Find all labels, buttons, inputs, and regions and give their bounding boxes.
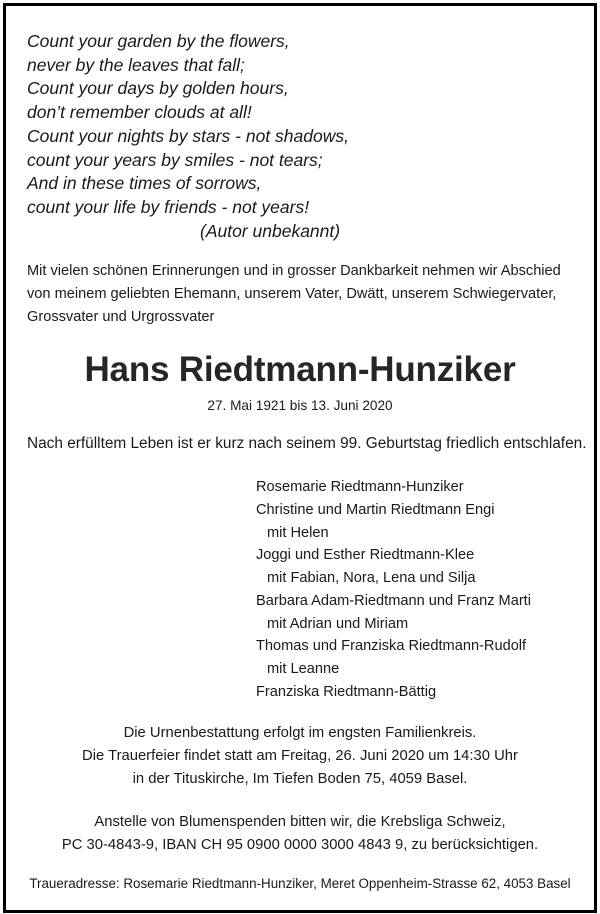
poem-line: Count your garden by the flowers, — [27, 31, 290, 51]
intro-line: von meinem geliebten Ehemann, unserem Vater, Dwätt, unserem Schwiegervater, — [27, 286, 557, 302]
ceremony-line: Die Urnenbestattung erfolgt im engsten Familienkreis. — [123, 725, 477, 741]
poem-line: And in these times of sorrows, — [27, 173, 262, 194]
poem-author: (Autor unbekannt) — [200, 220, 341, 241]
family-children: mit Adrian und Miriam — [267, 615, 409, 632]
intro-line: Mit vielen schönen Erinnerungen und in grosser Dankbarkeit nehmen wir Abschied — [27, 263, 561, 279]
family-member: Franziska Riedtmann-Bättig — [256, 683, 437, 700]
donation-line: PC 30-4843-9, IBAN CH 95 0900 0000 3000 4843 9, zu berücksichtigen. — [61, 837, 539, 854]
family-member: Joggi und Esther Riedtmann-Klee — [256, 547, 475, 564]
ceremony-line: in der Tituskirche, Im Tiefen Boden 75, 4059 Basel. — [132, 771, 468, 788]
donation-line: Anstelle von Blumenspenden bitten wir, die Krebsliga Schweiz, — [94, 814, 506, 830]
passing-statement: Nach erfülltem Leben ist er kurz nach seinem 99. Geburtstag friedlich entschlafen. — [27, 435, 587, 452]
donation-info — [6, 811, 594, 857]
family-children: mit Helen — [267, 524, 329, 541]
family-children: mit Fabian, Nora, Lena und Silja — [267, 570, 476, 586]
ceremony-line: Die Trauerfeier findet statt am Freitag, 26. Juni 2020 um 14:30 Uhr — [82, 748, 518, 765]
poem-line: never by the leaves that fall; — [27, 54, 245, 75]
deceased-name: Hans Riedtmann-Hunziker — [84, 350, 516, 389]
obituary-notice — [3, 3, 597, 913]
family-member: Christine und Martin Riedtmann Engi — [256, 501, 495, 518]
intro-text — [27, 260, 577, 329]
poem-line: don’t remember clouds at all! — [27, 102, 252, 123]
ceremony-info — [6, 722, 594, 792]
poem-line: Count your nights by stars - not shadows, — [27, 125, 349, 146]
poem-line: count your years by smiles - not tears; — [27, 149, 323, 170]
family-member: Thomas und Franziska Riedtmann-Rudolf — [256, 638, 527, 655]
poem — [27, 30, 567, 243]
family-member: Barbara Adam-Riedtmann und Franz Marti — [256, 592, 531, 609]
intro-line: Grossvater und Urgrossvater — [27, 309, 215, 325]
poem-line: count your life by friends - not years! — [27, 196, 310, 217]
family-children: mit Leanne — [267, 661, 340, 677]
family-list — [256, 476, 586, 704]
poem-line: Count your days by golden hours, — [27, 78, 289, 99]
mourning-address: Traueradresse: Rosemarie Riedtmann-Hunziker, Meret Oppenheim-Strasse 62, 4053 Basel — [29, 876, 571, 891]
life-dates: 27. Mai 1921 bis 13. Juni 2020 — [207, 398, 393, 413]
family-member: Rosemarie Riedtmann-Hunziker — [256, 479, 464, 495]
